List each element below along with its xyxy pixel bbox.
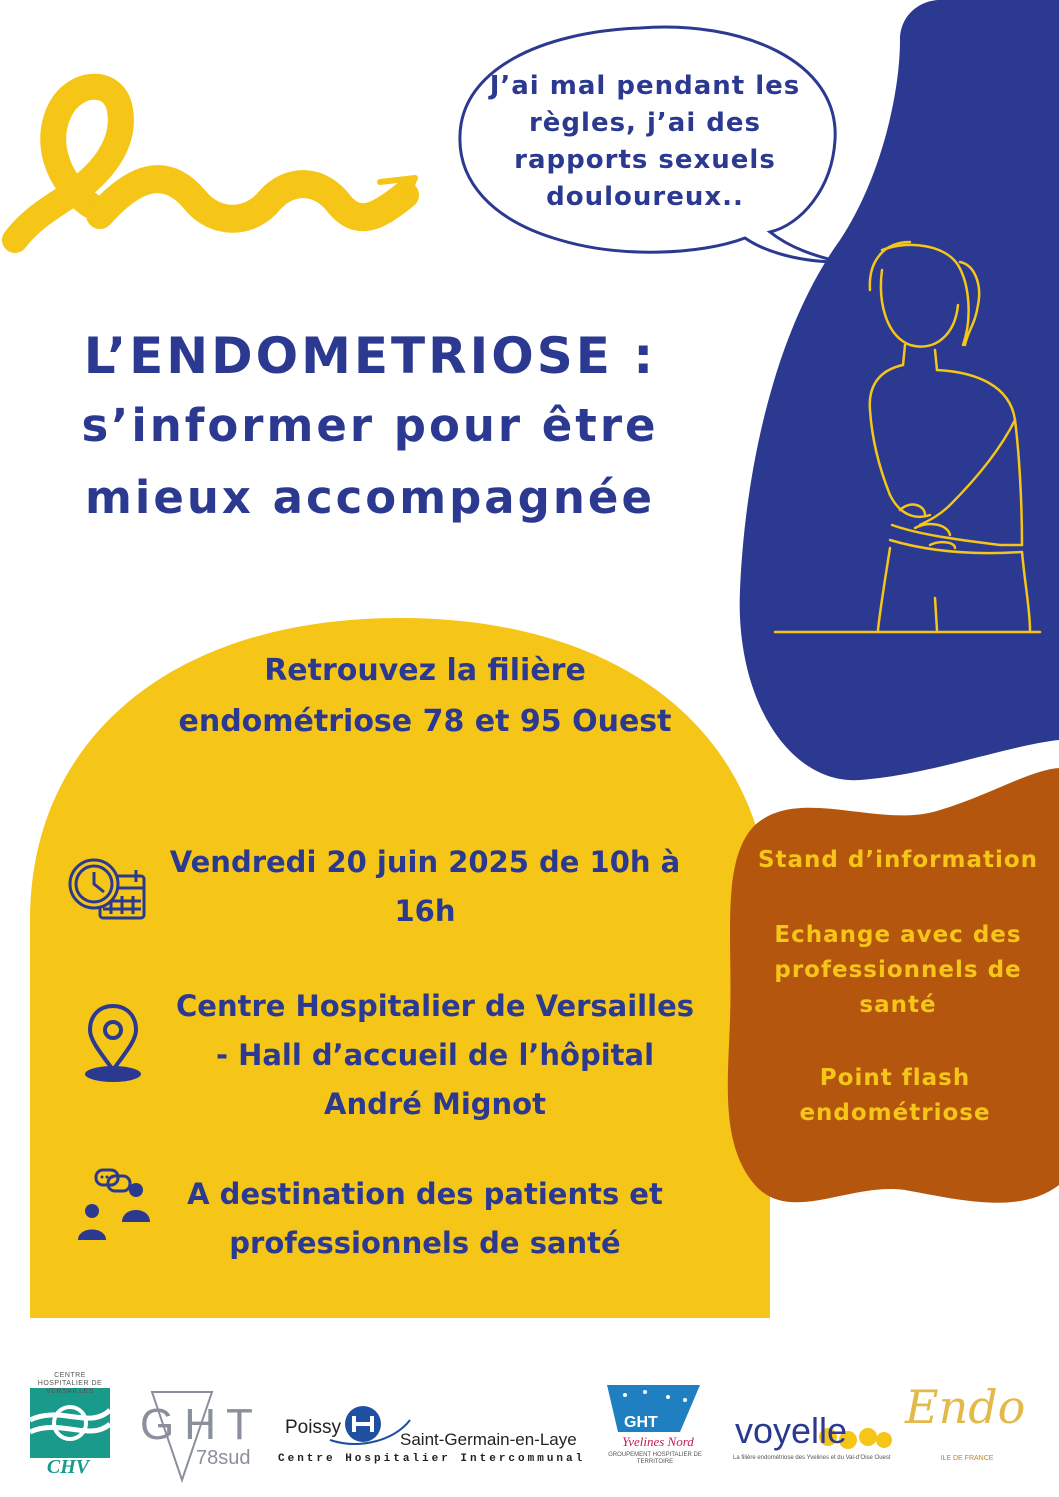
side-item-echange: Echange avec des professionnels de santé xyxy=(774,922,1022,1018)
yellow-ribbon-icon xyxy=(15,87,415,240)
chv-logo-shape xyxy=(30,1388,110,1458)
side-item-point-flash: Point flash endométriose xyxy=(799,1065,991,1126)
chv-logo-top-text: CENTRE HOSPITALIER DE VERSAILLES xyxy=(37,1372,103,1395)
event-audience: A destination des patients et professionnels de santé xyxy=(187,1177,663,1260)
poissy-logo-shape xyxy=(330,1406,410,1444)
endo-logo-text: Endo xyxy=(905,1380,1026,1434)
chv-logo-label: CHV xyxy=(46,1456,90,1478)
voyelle-logo-sub: La filière endométriose des Yvelines et du Val-d’Oise Ouest xyxy=(733,1455,891,1461)
ght78-logo-sub: 78sud xyxy=(196,1447,251,1469)
title-line-1: L’ENDOMETRIOSE : xyxy=(83,327,657,385)
title-line-2: s’informer pour être xyxy=(81,399,659,452)
title-line-3: mieux accompagnée xyxy=(85,471,655,524)
event-location: Centre Hospitalier de Versailles - Hall d’accueil de l’hôpital André Mignot xyxy=(176,989,694,1121)
side-item-stand: Stand d’information xyxy=(757,847,1039,873)
ght-nord-logo-sub: Yvelines Nord xyxy=(622,1434,694,1449)
voyelle-logo-text: voyelle xyxy=(735,1410,848,1451)
ght78-logo-text: GHT xyxy=(140,1400,263,1449)
event-intro: Retrouvez la filière endométriose 78 et 95 Ouest xyxy=(178,653,672,739)
ght-nord-logo-sub2: GROUPEMENT HOSPITALIER DE TERRITOIRE xyxy=(608,1452,702,1465)
ght-nord-logo-text: GHT xyxy=(624,1414,658,1431)
endo-logo-sub: ILE DE FRANCE xyxy=(940,1455,994,1462)
page-title xyxy=(20,322,720,534)
chi-logo-text: Centre Hospitalier Intercommunal xyxy=(278,1453,586,1465)
saint-germain-logo-text: Saint-Germain-en-Laye xyxy=(400,1430,577,1449)
poissy-logo-text: Poissy xyxy=(285,1417,341,1438)
speech-bubble-text: J’ai mal pendant les règles, j’ai des rapports sexuels douloureux.. xyxy=(489,71,801,212)
event-date: Vendredi 20 juin 2025 de 10h à 16h xyxy=(169,845,681,928)
